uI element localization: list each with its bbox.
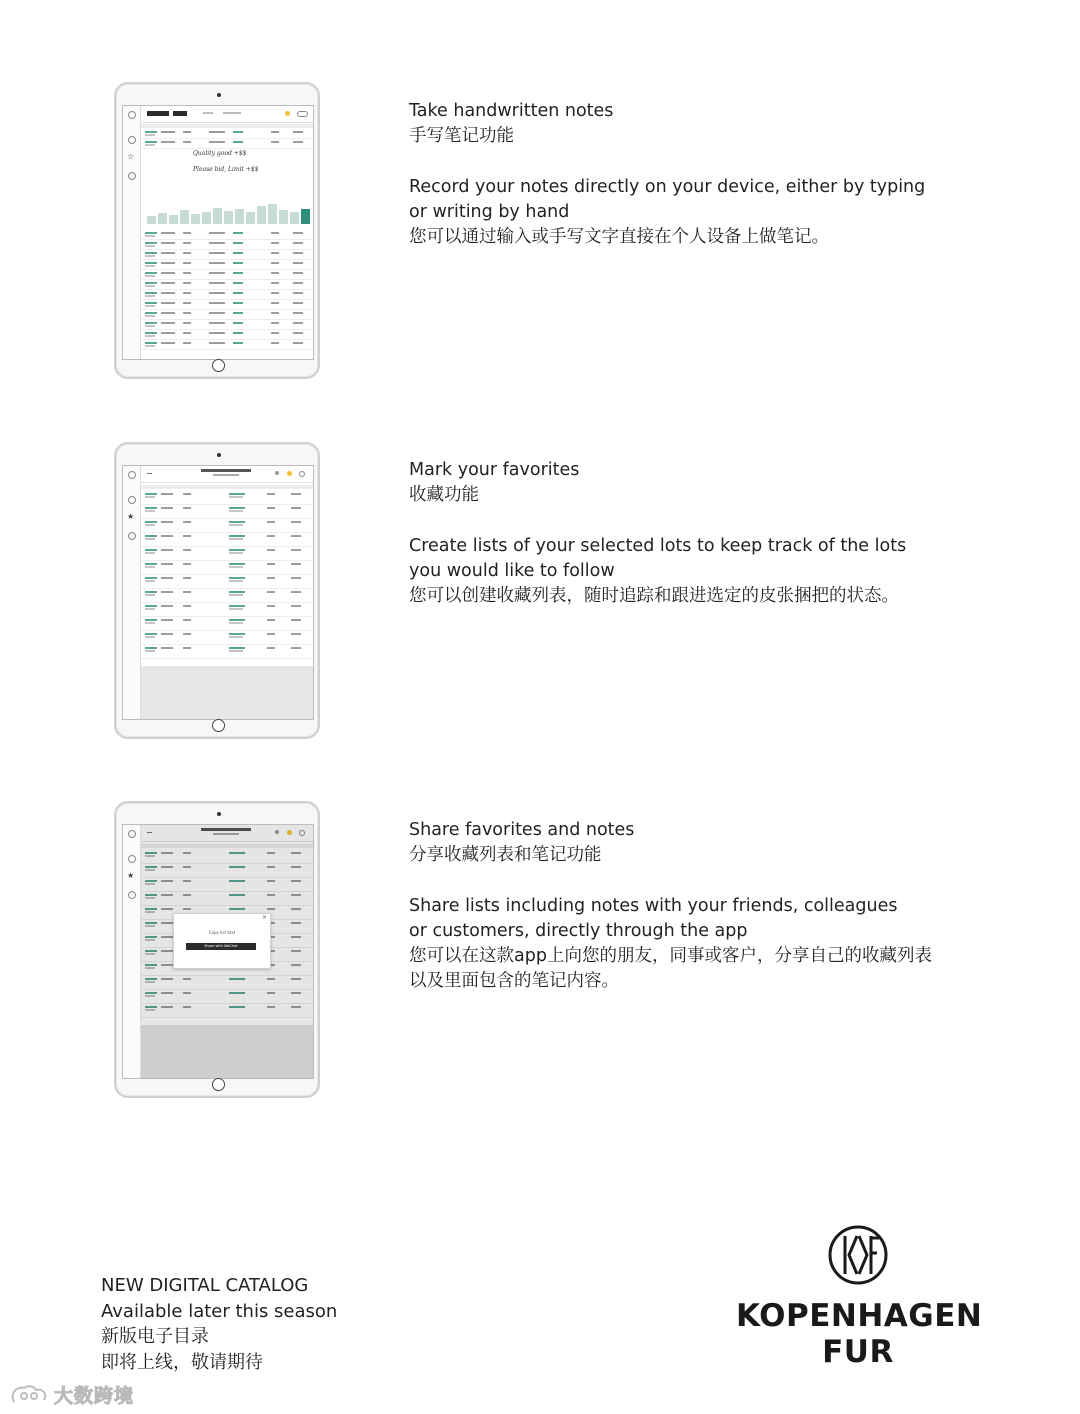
copy-list-link[interactable]: Copy list text [208, 930, 236, 935]
watermark-text: 大数跨境 [54, 1385, 135, 1407]
star-icon[interactable]: ★ [127, 512, 135, 521]
tablet-screen [122, 105, 314, 360]
settings-icon[interactable] [128, 471, 136, 479]
home-button [212, 1078, 225, 1091]
feature-title-zh: 手写笔记功能 [409, 126, 514, 146]
handwritten-note-2: Please bid, Limit +$$ [193, 166, 259, 173]
announcement-zh-2: 即将上线，敬请期待 [101, 1351, 263, 1373]
list-subtitle [213, 474, 239, 476]
app-sidebar [123, 466, 141, 719]
feature-desc-zh: 您可以创建收藏列表，随时追踪和跟进选定的皮张捆把的状态。 [409, 586, 899, 606]
brand-logo [736, 1224, 983, 1370]
feature-desc-line: Share lists including notes with your friends, colleagues [409, 896, 898, 916]
table-row[interactable] [141, 617, 313, 631]
table-row[interactable] [141, 645, 313, 659]
table-row[interactable] [141, 250, 313, 260]
tablet-share [114, 801, 320, 1098]
feature-title-zh: 分享收藏列表和笔记功能 [409, 845, 602, 865]
table-row[interactable] [141, 589, 313, 603]
cart-icon[interactable] [128, 532, 136, 540]
table-row[interactable] [141, 561, 313, 575]
feature-title: Take handwritten notes [409, 101, 614, 121]
table-row[interactable] [141, 505, 313, 519]
favorite-star-icon[interactable] [287, 471, 292, 476]
table-row[interactable] [141, 139, 313, 149]
star-icon[interactable]: ☆ [127, 152, 135, 161]
feature-title-zh: 收藏功能 [409, 485, 479, 505]
tablet-camera [217, 453, 221, 457]
home-button [212, 359, 225, 372]
feature-favorites [409, 458, 1009, 609]
app-sidebar [123, 825, 141, 1078]
feature-desc-zh: 您可以在这款app上向您的朋友，同事或客户，分享自己的收藏列表 [409, 946, 932, 966]
table-header [141, 485, 313, 489]
tab-more[interactable] [223, 112, 241, 114]
lot-list-top [141, 129, 313, 149]
table-row[interactable] [141, 340, 313, 350]
table-row[interactable] [141, 519, 313, 533]
watermark [10, 1381, 134, 1408]
feature-title: Mark your favorites [409, 460, 580, 480]
lot-list-bottom [141, 230, 313, 350]
back-icon[interactable] [147, 473, 152, 474]
feature-desc-line: Create lists of your selected lots to keep track of the lots [409, 536, 907, 556]
cart-icon[interactable] [128, 172, 136, 180]
table-row[interactable] [141, 280, 313, 290]
table-row[interactable] [141, 631, 313, 645]
table-row[interactable] [141, 533, 313, 547]
settings-icon[interactable] [128, 830, 136, 838]
feature-desc-line: or writing by hand [409, 202, 570, 222]
table-row[interactable] [141, 491, 313, 505]
feature-desc-line: or customers, directly through the app [409, 921, 748, 941]
feature-desc-zh: 您可以通过输入或手写文字直接在个人设备上做笔记。 [409, 227, 829, 247]
feature-notes [409, 99, 1009, 250]
close-icon[interactable]: × [261, 914, 267, 921]
settings-icon[interactable] [128, 111, 136, 119]
app-sidebar [123, 106, 141, 359]
brand-name-line2: FUR [822, 1334, 894, 1370]
table-row[interactable] [141, 240, 313, 250]
table-row[interactable] [141, 603, 313, 617]
table-row[interactable] [141, 260, 313, 270]
empty-area [141, 666, 313, 719]
feature-title: Share favorites and notes [409, 820, 635, 840]
table-row[interactable] [141, 575, 313, 589]
catalog-icon[interactable] [128, 136, 136, 144]
catalog-icon[interactable] [128, 855, 136, 863]
share-dialog [173, 913, 271, 969]
feature-desc-line: Record your notes directly on your device, either by typing [409, 177, 926, 197]
share-icon[interactable] [275, 471, 279, 475]
brand-name-line1: KOPENHAGEN [736, 1298, 983, 1334]
share-wechat-button[interactable]: Share with WeChat [186, 943, 256, 950]
table-row[interactable] [141, 270, 313, 280]
tablet-favorites [114, 442, 320, 739]
favorite-lot-list [141, 491, 313, 659]
tab-auction[interactable] [147, 111, 169, 116]
app-toolbar [141, 106, 313, 123]
list-title [201, 469, 251, 472]
catalog-announcement [101, 1273, 337, 1375]
tab-active[interactable] [173, 111, 187, 116]
table-row[interactable] [141, 300, 313, 310]
table-row[interactable] [141, 129, 313, 139]
settings-small-icon[interactable] [299, 471, 305, 477]
favorite-star-icon[interactable] [285, 111, 290, 116]
feature-desc-zh: 以及里面包含的笔记内容。 [409, 971, 619, 991]
table-row[interactable] [141, 547, 313, 561]
announcement-heading: NEW DIGITAL CATALOG [101, 1275, 309, 1296]
toggle-switch[interactable] [297, 111, 308, 117]
table-row[interactable] [141, 290, 313, 300]
tab-types[interactable] [203, 112, 213, 114]
announcement-zh-1: 新版电子目录 [101, 1326, 209, 1347]
star-icon[interactable]: ★ [127, 871, 135, 880]
table-header [141, 124, 313, 128]
watermark-logo-icon [10, 1384, 48, 1406]
handwritten-note-1: Quality good +$$ [193, 150, 247, 157]
cart-icon[interactable] [128, 891, 136, 899]
feature-share [409, 818, 1009, 994]
app-toolbar [141, 466, 313, 483]
table-row[interactable] [141, 310, 313, 320]
tablet-camera [217, 812, 221, 816]
tablet-screen [122, 465, 314, 720]
pricing-history-chart [147, 202, 307, 224]
table-row[interactable] [141, 230, 313, 240]
table-row[interactable] [141, 330, 313, 340]
tablet-camera [217, 93, 221, 97]
home-button [212, 719, 225, 732]
kf-monogram-icon [827, 1224, 889, 1286]
tablet-notes [114, 82, 320, 379]
announcement-sub: Available later this season [101, 1300, 338, 1322]
tablet-screen [122, 824, 314, 1079]
catalog-icon[interactable] [128, 496, 136, 504]
feature-desc-line: you would like to follow [409, 561, 615, 581]
table-row[interactable] [141, 320, 313, 330]
